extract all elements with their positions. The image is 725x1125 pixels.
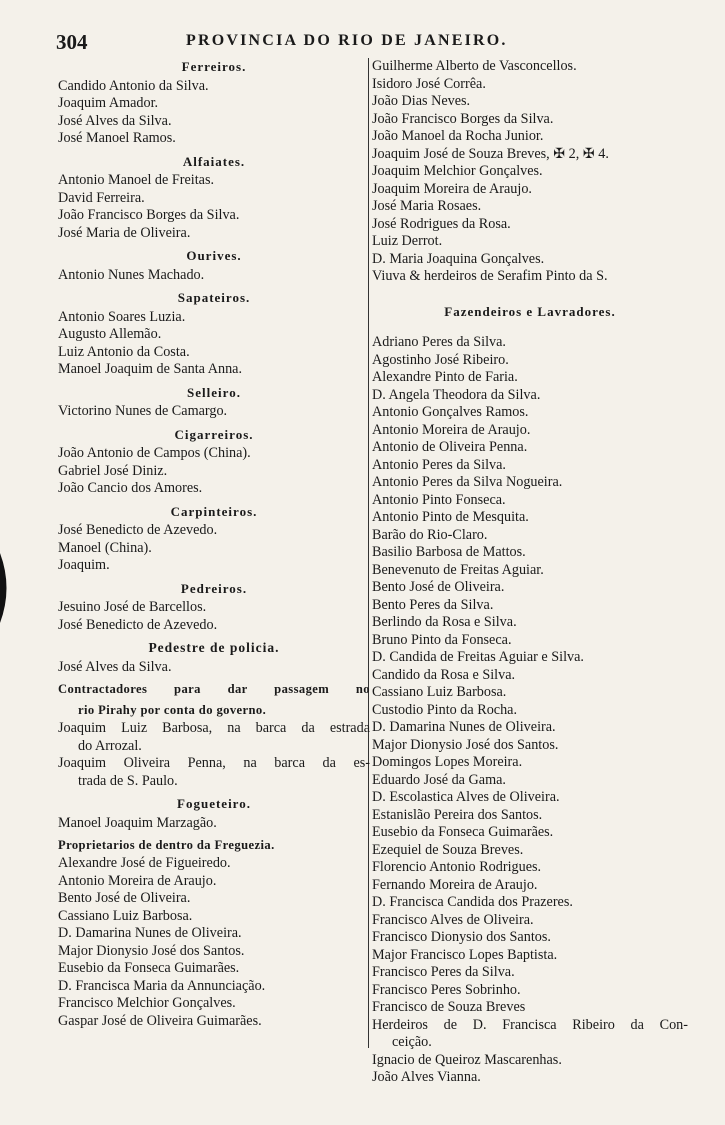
list-item: Bento José de Oliveira. — [372, 579, 505, 595]
list-item: D. Candida de Freitas Aguiar e Silva. — [372, 649, 584, 665]
list-item: José Benedicto de Azevedo. — [58, 616, 218, 633]
list-item: Francisco de Souza Breves — [372, 999, 526, 1015]
section-heading-contractadores: Contractadores para dar passagem no — [58, 682, 370, 696]
running-title: PROVINCIA DO RIO DE JANEIRO. — [186, 32, 508, 49]
list-item: D. Escolastica Alves de Oliveira. — [372, 789, 560, 805]
list-item: João Antonio de Campos (China). — [58, 445, 251, 461]
list-item: Francisco Melchior Gonçalves. — [58, 995, 236, 1011]
list-item: Manoel Joaquim Marzagão. — [58, 814, 217, 831]
section-heading-contractadores-cont: rio Pirahy por conta do governo. — [78, 703, 267, 717]
list-item: Major Dionysio José dos Santos. — [372, 736, 559, 753]
list-item: Herdeiros de D. Francisca Ribeiro da Con- — [372, 1016, 688, 1033]
list-item: João Francisco Borges da Silva. — [58, 207, 240, 223]
list-item: Florencio Antonio Rodrigues. — [372, 859, 542, 875]
list-item: Joaquim Melchior Gonçalves. — [372, 163, 543, 179]
list-item: João Francisco Borges da Silva. — [372, 110, 554, 127]
list-item: Antonio Nunes Machado. — [58, 266, 205, 283]
list-item: Antonio Gonçalves Ramos. — [372, 404, 529, 420]
section-heading-pedestre: Pedestre de policia. — [148, 640, 280, 655]
section-heading-pedreiros: Pedreiros. — [180, 580, 248, 596]
list-item: Victorino Nunes de Camargo. — [58, 403, 228, 419]
list-item: Joaquim Luiz Barbosa, na barca da estrada — [58, 720, 370, 736]
list-item: Joaquim Oliveira Penna, na barca da es- — [58, 755, 370, 771]
list-item: Eduardo José da Gama. — [372, 771, 506, 788]
list-item: Isidoro José Corrêa. — [372, 75, 486, 92]
section-heading-carpinteiros: Carpinteiros. — [170, 503, 258, 519]
list-item: Estanislão Pereira dos Santos. — [372, 806, 543, 823]
list-item: Bento José de Oliveira. — [58, 890, 191, 906]
list-item: Guilherme Alberto de Vasconcellos. — [372, 58, 577, 74]
list-item: José Alves da Silva. — [58, 112, 172, 129]
list-item: José Maria de Oliveira. — [58, 224, 191, 241]
list-item: Manoel (China). — [58, 539, 152, 556]
list-item: D. Francisca Maria da Annunciação. — [58, 977, 266, 994]
section-heading-proprietarios: Proprietarios de dentro da Freguezia. — [58, 838, 275, 852]
list-item: Adriano Peres da Silva. — [372, 334, 506, 350]
list-item: Antonio Manoel de Freitas. — [58, 172, 215, 188]
list-item: D. Damarina Nunes de Oliveira. — [58, 925, 242, 941]
list-item: Joaquim José de Souza Breves, ✠ 2, ✠ 4. — [372, 145, 609, 162]
list-item: João Alves Vianna. — [372, 1069, 481, 1085]
list-item: Antonio Moreira de Araujo. — [58, 872, 217, 889]
list-item: Augusto Allemão. — [58, 326, 162, 342]
list-item: Bento Peres da Silva. — [372, 596, 494, 613]
list-item: Antonio Pinto Fonseca. — [372, 491, 506, 508]
list-item-continuation: trada de S. Paulo. — [78, 772, 178, 789]
list-item: D. Angela Theodora da Silva. — [372, 386, 541, 403]
list-item: Viuva & herdeiros de Serafim Pinto da S. — [372, 268, 608, 284]
list-item: Joaquim Moreira de Araujo. — [372, 180, 532, 197]
list-item: João Cancio dos Amores. — [58, 480, 203, 496]
section-heading-ourives: Ourives. — [186, 248, 242, 263]
list-item: Antonio Peres da Silva. — [372, 456, 506, 473]
page-edge-smudge — [0, 548, 14, 628]
section-heading-fazendeiros: Fazendeiros e Lavradores. — [444, 303, 616, 319]
list-item: D. Maria Joaquina Gonçalves. — [372, 250, 545, 267]
section-heading-fogueteiro: Fogueteiro. — [177, 796, 251, 811]
page-header — [0, 30, 725, 60]
right-column — [372, 58, 688, 1087]
list-item: Luiz Derrot. — [372, 233, 443, 249]
list-item: Gaspar José de Oliveira Guimarães. — [58, 1012, 262, 1029]
list-item: Jesuino José de Barcellos. — [58, 599, 207, 615]
page-number: 304 — [56, 30, 88, 54]
list-item: Manoel Joaquim de Santa Anna. — [58, 361, 243, 377]
list-item: Major Francisco Lopes Baptista. — [372, 946, 558, 963]
section-spacer — [372, 322, 688, 334]
section-heading-cigarreiros: Cigarreiros. — [174, 426, 254, 442]
list-item: José Benedicto de Azevedo. — [58, 522, 218, 538]
list-item: Ignacio de Queiroz Mascarenhas. — [372, 1051, 562, 1068]
list-item: Antonio Moreira de Araujo. — [372, 421, 531, 438]
list-item: D. Francisca Candida dos Prazeres. — [372, 894, 573, 910]
list-item: Francisco Peres da Silva. — [372, 964, 515, 980]
list-item: D. Damarina Nunes de Oliveira. — [372, 719, 556, 735]
list-item: Agostinho José Ribeiro. — [372, 351, 509, 368]
list-item: Antonio Pinto de Mesquita. — [372, 509, 529, 525]
list-item: João Dias Neves. — [372, 93, 471, 109]
list-item: David Ferreira. — [58, 189, 145, 206]
list-item: Francisco Peres Sobrinho. — [372, 981, 521, 998]
list-item: Antonio Soares Luzia. — [58, 308, 186, 325]
list-item: Luiz Antonio da Costa. — [58, 343, 190, 360]
list-item: Benevenuto de Freitas Aguiar. — [372, 561, 544, 578]
list-item: Antonio Peres da Silva Nogueira. — [372, 474, 563, 490]
left-column — [58, 58, 370, 1030]
list-item: Fernando Moreira de Araujo. — [372, 876, 538, 893]
list-item: Francisco Alves de Oliveira. — [372, 911, 534, 928]
list-item: Barão do Rio-Claro. — [372, 526, 488, 543]
list-item: Major Dionysio José dos Santos. — [58, 942, 245, 959]
list-item: Berlindo da Rosa e Silva. — [372, 614, 517, 630]
list-item: José Rodrigues da Rosa. — [372, 215, 511, 232]
list-item: Cassiano Luiz Barbosa. — [58, 907, 193, 924]
list-item: Alexandre José de Figueiredo. — [58, 855, 231, 871]
section-heading-alfaiates: Alfaiates. — [182, 153, 246, 169]
section-heading-ferreiros: Ferreiros. — [181, 59, 247, 74]
list-item: Francisco Dionysio dos Santos. — [372, 929, 551, 945]
list-item: João Manoel da Rocha Junior. — [372, 128, 544, 144]
list-item: Joaquim. — [58, 557, 110, 573]
list-item: Joaquim Amador. — [58, 95, 159, 111]
list-item-continuation: do Arrozal. — [78, 737, 142, 754]
list-item: Gabriel José Diniz. — [58, 462, 168, 479]
list-item: Alexandre Pinto de Faria. — [372, 369, 518, 385]
list-item: Eusebio da Fonseca Guimarães. — [58, 960, 240, 976]
list-item: Cassiano Luiz Barbosa. — [372, 684, 507, 700]
list-item: Bruno Pinto da Fonseca. — [372, 631, 512, 648]
list-item: Domingos Lopes Moreira. — [372, 754, 523, 770]
list-item: Candido Antonio da Silva. — [58, 77, 209, 94]
list-item: Antonio de Oliveira Penna. — [372, 439, 528, 455]
section-heading-sapateiros: Sapateiros. — [177, 290, 251, 305]
list-item: Ezequiel de Souza Breves. — [372, 841, 524, 858]
list-item: José Alves da Silva. — [58, 658, 172, 675]
section-spacer — [372, 286, 688, 298]
list-item-continuation: ceição. — [392, 1034, 432, 1050]
list-item: José Manoel Ramos. — [58, 130, 176, 146]
section-heading-selleiro: Selleiro. — [187, 384, 241, 400]
list-item: José Maria Rosaes. — [372, 198, 482, 214]
list-item: Candido da Rosa e Silva. — [372, 666, 516, 683]
list-item: Custodio Pinto da Rocha. — [372, 701, 518, 718]
list-item: Basilio Barbosa de Mattos. — [372, 544, 526, 560]
list-item: Eusebio da Fonseca Guimarães. — [372, 824, 554, 840]
